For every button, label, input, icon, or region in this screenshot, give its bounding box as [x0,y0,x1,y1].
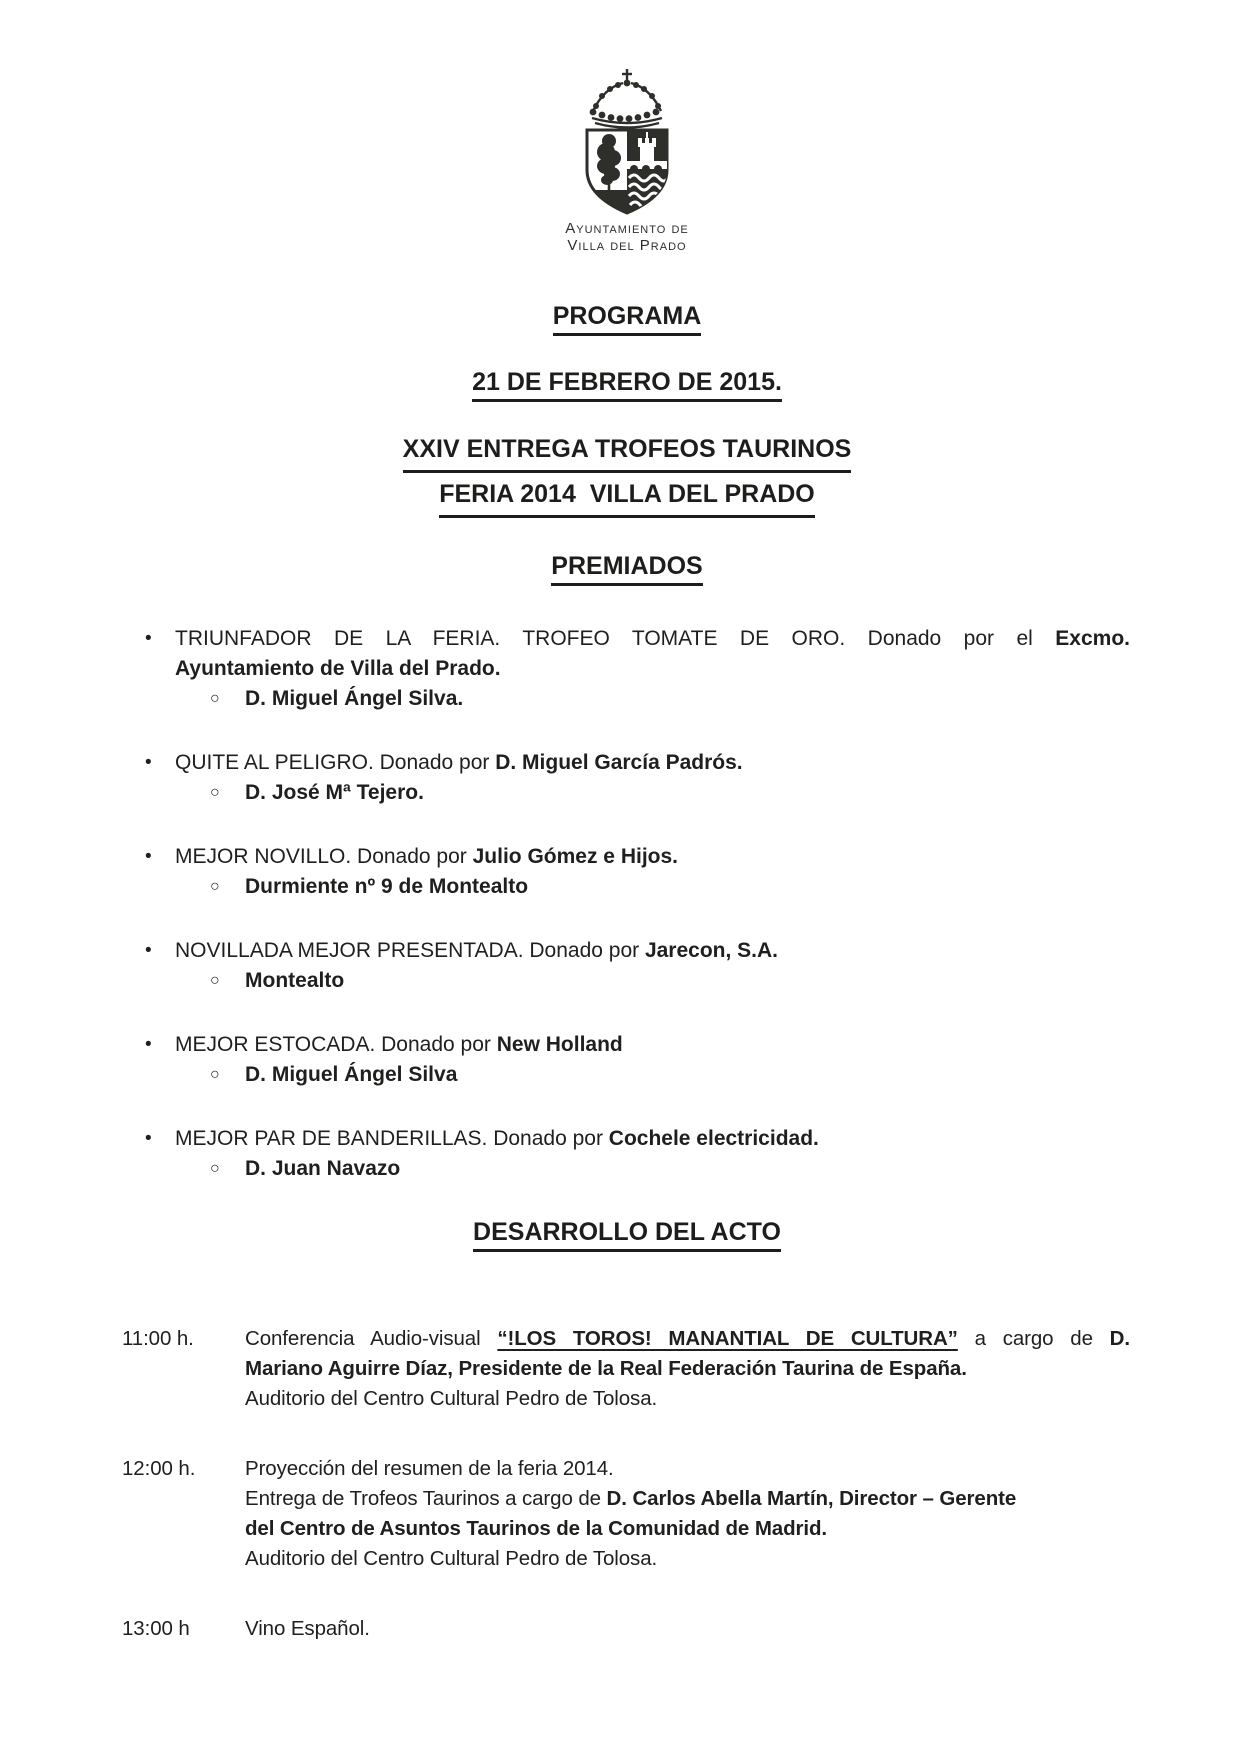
text-segment: Excmo. [1055,627,1130,650]
text-segment: Julio Gómez e Hijos. [472,845,679,868]
text-line [175,1124,1130,1154]
text-segment: Jarecon, S.A. [644,939,779,962]
award-winner-row [80,1060,1130,1090]
text-segment: Auditorio del Centro Cultural Pedro de Tolosa. [245,1547,658,1570]
schedule-time: 12:00 h. [122,1457,196,1480]
award-text [175,624,1130,684]
text-segment: D. Miguel Ángel Silva [245,1063,458,1086]
award-text [175,748,1130,778]
award-text [175,842,1130,872]
award-winner-row [80,872,1130,902]
text-line [245,1544,1130,1574]
bullet-circle-icon: ○ [210,690,220,707]
text-line [245,1454,1130,1484]
bullet-disc-icon: • [145,1034,152,1055]
text-line [175,748,1130,778]
coat-of-arms-icon [561,66,693,216]
text-segment: MEJOR PAR DE BANDERILLAS. Donado por [175,1127,609,1150]
schedule-time: 11:00 h. [122,1327,194,1350]
text-segment: D. [1109,1327,1130,1350]
schedule-item [80,1614,1130,1644]
title-premiados-text: PREMIADOS [551,552,702,586]
schedule-description [245,1614,1130,1644]
award-winner-row [80,684,1130,714]
text-segment: D. Miguel García Padrós. [495,751,743,774]
title-date [102,368,1152,402]
bullet-circle-icon: ○ [210,1160,220,1177]
bullet-disc-icon: • [145,1128,152,1149]
text-line [175,624,1130,654]
bullet-disc-icon: • [145,940,152,961]
text-line [245,778,1130,808]
bullet-circle-icon: ○ [210,784,220,801]
award-item [80,1124,1130,1184]
award-winner-text [245,778,1130,808]
text-segment: Cochele electricidad. [608,1127,819,1150]
schedule-item [80,1324,1130,1414]
award-winner-row [80,966,1130,996]
text-segment: Montealto [245,969,345,992]
text-segment: “!LOS TOROS! MANANTIAL DE CULTURA” [497,1327,958,1350]
text-segment: Mariano Aguirre Díaz, Presidente de la Real Federación Taurina de España. [245,1357,967,1380]
schedule-description [245,1324,1130,1414]
schedule-description [245,1454,1130,1574]
bullet-circle-icon: ○ [210,878,220,895]
title-desarrollo-text: DESARROLLO DEL ACTO [473,1218,781,1252]
title-event [102,432,1152,522]
title-date-text: 21 DE FEBRERO DE 2015. [472,368,782,402]
award-main-row [80,936,1130,966]
text-segment: D. Carlos Abella Martín, Director – Gerente [606,1487,1017,1510]
title-event-line2: FERIA 2014 VILLA DEL PRADO [439,477,815,518]
award-winner-text [245,1154,1130,1184]
text-segment: NOVILLADA MEJOR PRESENTADA. Donado por [175,939,645,962]
schedule-time: 13:00 h [122,1617,190,1640]
schedule-list [80,1324,1130,1644]
text-segment: del Centro de Asuntos Taurinos de la Comunidad de Madrid. [245,1517,828,1540]
text-line [245,1384,1130,1414]
award-text [175,1124,1130,1154]
award-main-row [80,842,1130,872]
text-segment: D. José Mª Tejero. [245,781,424,804]
text-segment: New Holland [496,1033,623,1056]
municipal-logo [102,66,1152,254]
award-item [80,1030,1130,1090]
text-line [245,872,1130,902]
award-item [80,842,1130,902]
award-text [175,936,1130,966]
text-line [245,1354,1130,1384]
text-segment: TRIUNFADOR DE LA FERIA. TROFEO TOMATE DE ORO. Donado por el [175,627,1056,650]
text-line [175,1030,1130,1060]
text-segment: D. Juan Navazo [245,1157,401,1180]
award-winner-text [245,966,1130,996]
logo-caption [102,220,1152,254]
title-event-line1: XXIV ENTREGA TROFEOS TAURINOS [403,432,852,473]
bullet-disc-icon: • [145,752,152,773]
text-segment: Proyección del resumen de la feria 2014. [245,1457,614,1480]
logo-caption-line2: Villa del Prado [567,237,687,254]
text-segment: D. Miguel Ángel Silva. [245,687,464,710]
bullet-circle-icon: ○ [210,1066,220,1083]
text-segment: Vino Español. [245,1617,370,1640]
title-premiados [102,552,1152,586]
award-main-row [80,624,1130,684]
schedule-item [80,1454,1130,1574]
text-line [245,1514,1130,1544]
awards-list [80,624,1130,1184]
bullet-disc-icon: • [145,628,152,649]
text-segment: MEJOR ESTOCADA. Donado por [175,1033,497,1056]
text-line [245,1324,1130,1354]
text-segment: a cargo de [957,1327,1110,1350]
award-item [80,624,1130,714]
text-line [175,936,1130,966]
award-winner-text [245,684,1130,714]
award-main-row [80,748,1130,778]
text-line [245,1614,1130,1644]
text-line [245,966,1130,996]
title-desarrollo [102,1218,1152,1252]
text-segment: MEJOR NOVILLO. Donado por [175,845,473,868]
award-winner-row [80,1154,1130,1184]
award-item [80,936,1130,996]
award-item [80,748,1130,808]
award-winner-row [80,778,1130,808]
text-line [245,1060,1130,1090]
title-programa-text: PROGRAMA [553,302,702,336]
text-line [175,654,1130,684]
text-line [175,842,1130,872]
award-main-row [80,1030,1130,1060]
bullet-circle-icon: ○ [210,972,220,989]
text-segment: Conferencia Audio-visual [245,1327,498,1350]
text-segment: Auditorio del Centro Cultural Pedro de Tolosa. [245,1387,658,1410]
text-segment: QUITE AL PELIGRO. Donado por [175,751,496,774]
award-main-row [80,1124,1130,1154]
award-winner-text [245,872,1130,902]
text-line [245,1154,1130,1184]
award-text [175,1030,1130,1060]
award-winner-text [245,1060,1130,1090]
bullet-disc-icon: • [145,846,152,867]
title-programa [102,302,1152,336]
logo-caption-line1: Ayuntamiento de [565,220,689,237]
text-segment: Ayuntamiento de Villa del Prado. [175,657,501,680]
text-segment: Durmiente nº 9 de Montealto [245,875,529,898]
text-line [245,1484,1130,1514]
text-segment: Entrega de Trofeos Taurinos a cargo de [245,1487,607,1510]
text-line [245,684,1130,714]
